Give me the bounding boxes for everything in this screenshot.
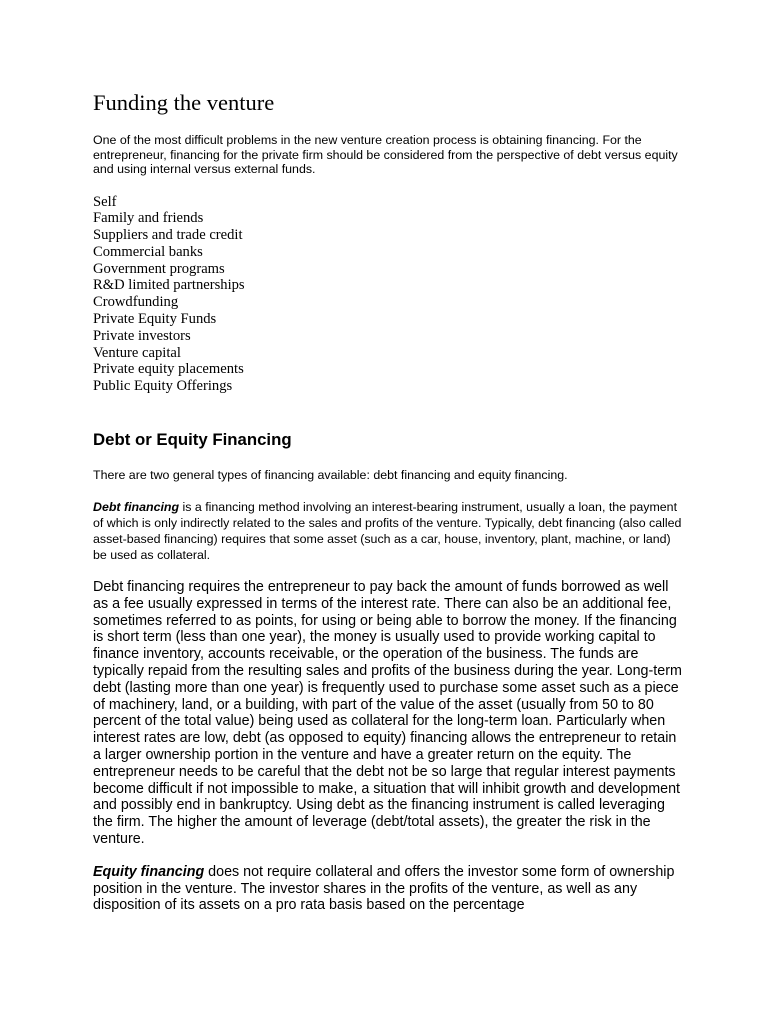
equity-financing-term: Equity financing [93, 863, 205, 880]
list-item: Private investors [93, 327, 191, 344]
document-title: Funding the venture [93, 90, 275, 115]
debt-financing-term: Debt financing [93, 500, 180, 515]
list-item: Self [93, 193, 117, 210]
document-page [93, 88, 683, 914]
list-item: Public Equity Offerings [93, 378, 233, 395]
list-item: Commercial banks [93, 243, 203, 260]
equity-definition-text: does not require collateral and offers the investor some form of ownership position in the venture. The investor shares in the profits of the venture, as well as any disposition of its assets on a pro rata basis based on the percentage [93, 863, 675, 914]
list-item: Government programs [93, 260, 225, 277]
debt-definition-paragraph [93, 499, 683, 563]
debt-definition-text: is a financing method involving an interest-bearing instrument, usually a loan, the payment of which is only indirectly related to the sales and profits of the venture. Typically, debt financing (also called asset-based financing) requires that some asset (such as a car, house, inventory, plant, machine, or land) be used as collateral. [93, 500, 682, 563]
financing-types-paragraph: There are two general types of financing available: debt financing and equity financing. [93, 468, 568, 483]
intro-paragraph: One of the most difficult problems in the new venture creation process is obtaining financing. For the entrepreneur, financing for the private firm should be considered from the perspective of debt versus equity and using internal versus external funds. [93, 133, 678, 176]
list-item: Suppliers and trade credit [93, 227, 243, 244]
equity-definition-paragraph [93, 864, 683, 914]
list-item: Crowdfunding [93, 294, 179, 311]
list-item: R&D limited partnerships [93, 277, 245, 294]
financing-sources-list [93, 194, 683, 396]
list-item: Private Equity Funds [93, 311, 217, 328]
debt-detail-paragraph: Debt financing requires the entrepreneur to pay back the amount of funds borrowed as well as a fee usually expressed in terms of the interest rate. There can also be an additional fee, sometimes referred to as points, for using or being able to borrow the money. If the financing is short term (less than one year), the money is usually used to provide working capital to finance inventory, accounts receivable, or the operation of the business. The funds are typically repaid from the resulting sales and profits of the business during the year. Long-term debt (lasting more than one year) is frequently used to purchase some asset such as a piece of machinery, land, or a building, with part of the value of the asset (usually from 50 to 80 percent of the total value) being used as collateral for the long-term loan. Particularly when interest rates are low, debt (as opposed to equity) financing allows the entrepreneur to retain a larger ownership portion in the venture and have a greater return on the equity. The entrepreneur needs to be careful that the debt not be so large that regular interest payments become difficult if not impossible to make, a situation that will inhibit growth and development and possibly end in bankruptcy. Using debt as the financing instrument is called leveraging the firm. The higher the amount of leverage (debt/total assets), the greater the risk in the venture. [93, 579, 682, 848]
list-item: Venture capital [93, 344, 181, 361]
list-item: Family and friends [93, 210, 204, 227]
list-item: Private equity placements [93, 361, 244, 378]
section-heading: Debt or Equity Financing [93, 430, 292, 450]
